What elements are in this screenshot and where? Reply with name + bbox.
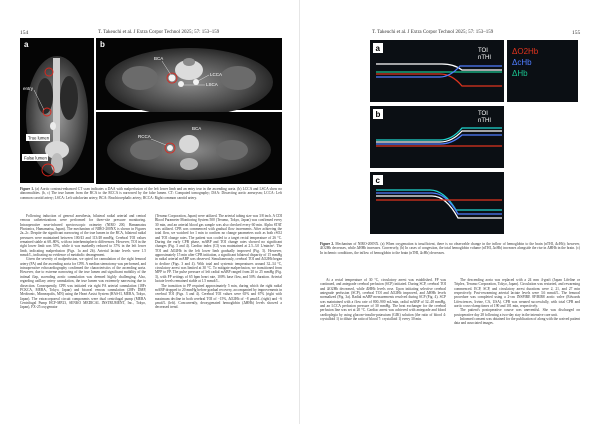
annotation-rcca: RCCA	[138, 134, 151, 139]
figure1-panel-b-top	[96, 38, 282, 116]
annotation-false-lumen: False lumen	[24, 155, 47, 161]
figure2-panel-c-label: c	[375, 176, 380, 185]
right-column-1	[320, 278, 446, 321]
figure2-panel-b-label: b	[375, 110, 381, 119]
left-column-1	[20, 214, 146, 310]
figure2-panel-c	[370, 172, 504, 234]
left-column-2	[155, 214, 282, 310]
figure1-panel-a-label: a	[24, 40, 29, 49]
panel-a-nthi: nTHI	[478, 55, 492, 61]
annotation-bca-top: BCA	[154, 56, 164, 61]
annotation-lsca: LSCA	[206, 82, 218, 87]
legend-hb: ΔHb	[512, 69, 528, 78]
panel-b-toi: TOI	[478, 111, 488, 117]
panel-a-toi: TOI	[478, 48, 488, 54]
paragraph: The transition to FP required approximately 5 min, during which the right radial mABP dropped to 20 mmHg before gradual recovery, accompanied by improvements in cerebral TOI (Figs. 3 and 4). Cerebral TOI values were 65% and 67% (right with maximum decline in both cerebral TOI of −15%, ΔO2Hb of −8 μmol/L (right) and −6 μmol/L (left). Concurrently, deoxygenated hemoglobin (ΔHHb) levels showed a decreased trend.	[155, 283, 282, 310]
figure1-panel-b-label: b	[100, 40, 105, 49]
figure1-caption: Figure 1. (a) Aortic contrast-enhanced CT scan indicates a DAA with malperfusion of the left lower limb and an entry tear in the ascending aorta. (b) LCCA and LSCA show no abnormalities. (b, c) The true lumen from the BCA to the RCCA is narrowed by the false lumen. CT: Computed tomography; DAA: Dissecting aortic aneurysm; LCCA: Left common carotid artery; LSCA: Left subclavian artery; BCA: Brachiocephalic artery; RCCA: Right common carotid artery.	[20, 187, 282, 200]
paragraph: Informed consent was obtained for the publication of along with the waived patient data and associated images.	[454, 317, 580, 326]
left-page-number: 154	[20, 30, 29, 36]
left-running-head: T. Takeuchi et al. J Extra Corpor Technol 2025; 57: 153–159	[98, 30, 220, 35]
annotation-true-lumen: True lumen	[28, 135, 50, 141]
paragraph: (Terumo Corporation, Japan) were utilized. The arterial tubing size was 3/8 inch. A CDI Blood Parameter Monitoring System 500 (Terumo, Tokyo, Japan) was confirmed every 30 min, and an arterial blood gas sample was also checked every 60 min. Alpha STAT was utilized. CPB was commenced with gradual flow increments. After achieving the total flow, we watched for 1 min to confirm no change parameters such as both rSO2 and TOI change rates. The patient was cooled to a target rectal temperature of 26 °C. During the early CPB phase, mABP and TOI change rates showed no significant changes (Fig. 3 and 4). Cardiac index (CI) was maintained at 2.5–3.0 L/min/m². The TOI and ΔO2Hb in the left lower limb gradually improved (Fig. 3). However, approximately 15 min after CPB initiation, a significant bilateral disparity of 15 mmHg in radial arterial mABP was observed. Simultaneously, cerebral TOI and ΔO2Hb began to decline (Figs. 3 and 4). With total and systemic temperatures around 32–34 °C, circulatory arrest was limited at 30 °C. To mitigate malperfusion, we transitioned from MPP to FP. The pulse pressure of left radial mABP ranged from 20 to 25 mmHg (Fig. 3), with FP settings of 65 bpm heart rate, 100% base flow, and 50% duration. Arterial lactate levels remained stable at 1.5 mmol/L.	[155, 214, 282, 284]
legend-chb: ΔcHb	[512, 58, 532, 67]
paragraph: Following induction of general anesthesia, bilateral radial arterial and central venous catheterizations were performed for three-site pressure monitoring. Intraoperative near-infrared spectroscopic oximetry (NIRO 200, Hamamatsu Photonics, Hamamatsu, Japan). The mechanism of NIRO-200NX is shown in Figures 2a–2c. Despite the significant narrowing of the true lumen in the BCA, bilateral radial pressures were maintained between 100/43 and 113/48 mmHg. Cerebral TOI values remained stable at 68–80%, with no interhemispheric differences. However, TOI in the right lower limb was 55%, while it was markedly reduced to 37% in the left lower limb, indicating malperfusion (Figs. 1a and 2b). Arterial lactate levels were 1.5 mmol/L, indicating no evidence of metabolic derangement.	[20, 214, 146, 258]
figure2-panel-a-label: a	[375, 44, 380, 53]
paragraph: The patient's postoperative course was uneventful. She was discharged on postoperative day 28 following a two-day stay in the intensive care unit.	[454, 308, 580, 317]
annotation-bca-bottom: BCA	[192, 126, 202, 131]
figure2-caption: Figure 2. Mechanism of NIRO-200NX. (a) When oxygenation is insufficient, there is no observable change in the inflow of hemoglobin to the brain (nTHI, ΔcHb); however, ΔO2Hb decreases, while ΔHHb increases. Conversely, (b) In cases of congestion, the total hemoglobin volume (nTHI, ΔcHb) increases alongside the rise in ΔHHb in the brain. (c) In ischemic conditions, the inflow of hemoglobin to the brain (nTHI, ΔcHb) decreases.	[320, 242, 580, 255]
right-page	[300, 0, 600, 424]
figure1-panel-a	[20, 38, 94, 183]
paragraph: At a rectal temperature of 30 °C, circulatory arrest was established. FP was continued, and antegrade cerebral perfusion (SCP) initiated. During SCP, cerebral TOI and ΔO2Hb decreased, while ΔHHb levels rose. Upon initiating selective cerebral antegrade perfusion (SCP), cerebral TOI and ΔO2Hb improved, and ΔHHb levels normalized (Fig. 3a). Radial mABP measurements resolved during SCP (Fig. 4). SCP was maintained with a flow rate of 800–900 mL/min, radial mABP of 32–48 mmHg, and an LCCA perfusion pressure of 30 mmHg. The heat exchanger for the cerebral perfusion line was set at 20 °C. Cardiac arrest was achieved with antegrade and blood cardioplegia by using glucose-insulin-potassium (GIK) solution (the ratio of blood 4: crystalloid 1) to dilute the ratio of blood 7: crystalloid 1) every 30 min.	[320, 278, 446, 322]
right-page-number: 155	[572, 30, 581, 36]
figure2-legend	[507, 40, 578, 102]
figure2-panel-a	[370, 40, 504, 102]
annotation-entry: entry	[23, 86, 34, 91]
right-column-2	[454, 278, 580, 326]
figure2-panel-b	[370, 106, 504, 168]
figure1-ct-images	[20, 38, 282, 184]
figure1-panel-c-bottom	[96, 112, 282, 184]
legend-o2hb: ΔO2Hb	[512, 47, 539, 56]
right-running-head: T. Takeuchi et al. J Extra Corpor Technol 2025; 57: 153–159	[372, 30, 494, 35]
annotation-lcca: LCCA	[210, 72, 223, 77]
paragraph: Given the severity of malperfusion, we opted for cannulation of the right femoral artery (FA) and the ascending aorta for CPB. A median sternotomy was performed, and intraoperative echocardiography confirmed the characteristics of the ascending aorta. However, due to extreme narrowing of the true lumen and significant mobility of the intimal flap, ascending aortic cannulation was deemed highly challenging. Also, regarding axillary artery cannulation, the true lumen was extremely narrowing due to dissection. Consequently, CPB was initiated via right FA arterial cannulation (18Fr PCKCA, MERA, Tokyo, Japan) and bicaval venous cannulation (28Fr DMP, Medtronic, Minneapolis, MN) using the Heart Assist System (HAS-II, MERA, Tokyo, Japan). The extracorporeal circuit components were dual centrifugal pump (MERA Centrifugal Pump HCF-MP23, SENKO MEDICAL INSTRUMENT, Inc., Tokyo, Japan), FX-25 oxygenator	[20, 257, 146, 310]
panel-b-nthi: nTHI	[478, 118, 492, 124]
paragraph: The descending aorta was replaced with a 24 mm 4-graft (Japan Lifeline or Triplex, Terumo Corporation, Tokyo, Japan). Circulation was restarted, and rewarming commenced. ECP, SCP, and circulatory arrest durations were 2, 21, and 27 min respectively. Post-rewarming arterial lactate levels were 3.6 mmol/L. The femoral procedure was completed using a 2-cm INSPIRE 8F/RIB8 aortic valve (Edwards Lifesciences, Irvine, CA, USA). CPB was weaned successfully, with total CPB and aortic cross-clamp times of 190 and 101 min, respectively.	[454, 278, 580, 309]
figure2-niro-mechanism	[370, 40, 578, 236]
